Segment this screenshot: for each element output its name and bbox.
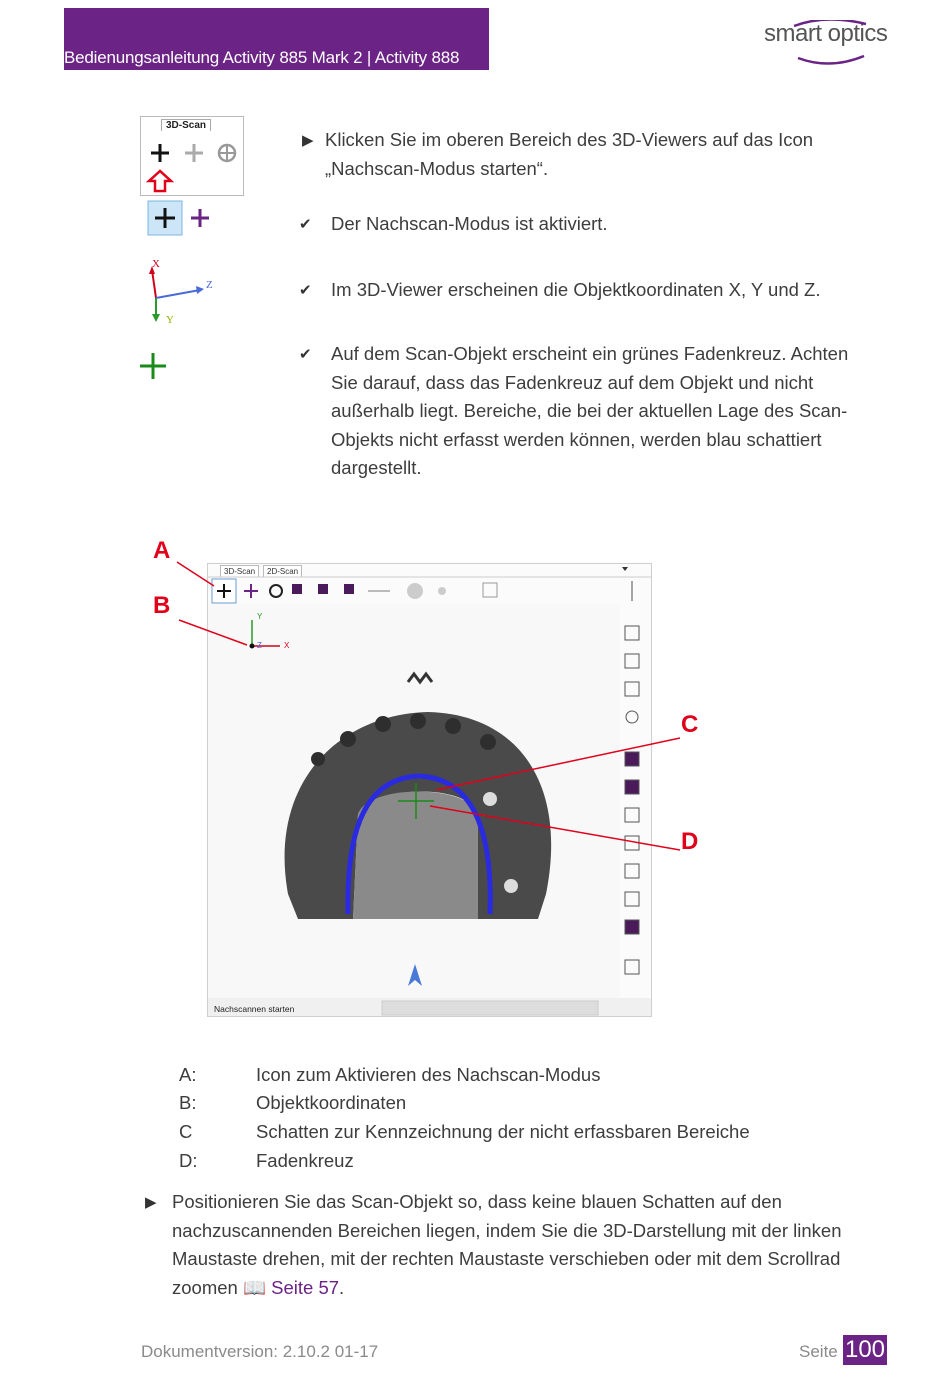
svg-text:X: X	[284, 641, 290, 650]
step-1-text: Klicken Sie im oberen Bereich des 3D-Viewers auf das Icon „Nachscan-Modus starten“.	[325, 129, 814, 179]
toolbar-icons	[141, 117, 243, 195]
plus-icon	[151, 144, 169, 162]
callout-label-c: C	[681, 711, 699, 738]
icon-toolbar-3d-scan	[140, 116, 244, 196]
legend-text: Objektkoordinaten	[256, 1092, 407, 1113]
header-bar	[64, 8, 489, 70]
svg-text:Z: Z	[257, 641, 262, 650]
save-icon	[483, 583, 497, 597]
svg-text:Y: Y	[257, 612, 263, 621]
green-crosshair-icon	[138, 351, 168, 381]
page-reference-link[interactable]: Seite 57	[271, 1276, 340, 1298]
viewer-graphics	[208, 564, 651, 1016]
step-arrow-icon: ▶	[145, 1194, 157, 1211]
rotate-icon	[270, 585, 282, 597]
toolbar-tab-3d-scan: 3D-Scan	[161, 119, 211, 131]
cube-icon	[318, 584, 328, 594]
dot-icon	[438, 587, 446, 595]
checkmark-icon: ✔	[299, 216, 312, 233]
final-step-body: Positionieren Sie das Scan-Objekt so, dass keine blauen Schatten auf den nachzuscannenden Bereichen liegen, indem Sie die 3D-Darstellung mit der linken Maustaste drehen, mit der rechten Maustaste verschieben oder mit dem Scrollrad zoomen	[172, 1191, 842, 1298]
svg-text:X: X	[152, 258, 160, 270]
rotate-icon	[219, 145, 235, 161]
legend-text: Schatten zur Kennzeichnung der nicht erfassbaren Bereiche	[256, 1121, 750, 1142]
document-version: Dokumentversion: 2.10.2 01-17	[141, 1342, 379, 1361]
plus-purple-icon	[191, 209, 209, 227]
legend-key: A:	[179, 1064, 197, 1085]
scan-viewer-screenshot	[207, 563, 652, 1017]
final-step-end: .	[339, 1276, 345, 1298]
final-step-text	[172, 1188, 872, 1302]
cube-icon	[344, 584, 354, 594]
arrow-up-icon	[149, 171, 171, 191]
callout-label-a: A	[153, 537, 171, 564]
legend-key: D:	[179, 1150, 198, 1171]
legend-key: C	[179, 1121, 193, 1142]
legend-key: B:	[179, 1092, 197, 1113]
smart-optics-logo	[764, 20, 888, 72]
callout-label-d: D	[681, 828, 699, 855]
checkmark-icon: ✔	[299, 282, 312, 299]
cube-icon	[292, 584, 302, 594]
view-buttons-column	[625, 626, 639, 974]
object-coordinates-icon	[140, 256, 222, 328]
logo-swoosh-icon	[764, 20, 888, 72]
logo-text: smart optics	[764, 20, 888, 47]
result-2-text: Im 3D-Viewer erscheinen die Objektkoordinaten X, Y und Z.	[331, 279, 821, 300]
book-icon: 📖	[242, 1276, 267, 1298]
checkmark-icon: ✔	[299, 346, 312, 363]
tab-3d-scan: 3D-Scan	[220, 565, 259, 577]
plus-purple-icon	[244, 584, 258, 598]
legend-text: Icon zum Aktivieren des Nachscan-Modus	[256, 1064, 601, 1085]
legend-text: Fadenkreuz	[256, 1150, 354, 1171]
status-text: Nachscannen starten	[214, 1004, 295, 1014]
sphere-icon	[407, 583, 423, 599]
page-number: 100	[844, 1336, 886, 1363]
rescan-mode-active-icons	[147, 200, 219, 240]
svg-text:Y: Y	[166, 314, 174, 326]
tab-2d-scan: 2D-Scan	[263, 565, 302, 577]
result-1-text: Der Nachscan-Modus ist aktiviert.	[331, 213, 608, 234]
dropdown-icon	[622, 567, 628, 571]
step-arrow-icon: ▶	[302, 132, 314, 149]
callout-label-b: B	[153, 592, 171, 619]
document-title: Bedienungsanleitung Activity 885 Mark 2 | Activity 888	[64, 48, 460, 67]
result-3-text: Auf dem Scan-Objekt erscheint ein grünes Fadenkreuz. Achten Sie darauf, dass das Fadenkreuz auf dem Objekt und nicht außerhalb liegt. Bereiche, die bei der aktuellen Lage des Scan-Objekts nicht erfasst werden können, werden blau schattiert dargestellt.	[331, 343, 849, 479]
page-label: Seite	[799, 1342, 838, 1361]
plus-gray-icon	[185, 144, 203, 162]
svg-text:Z: Z	[206, 279, 213, 291]
